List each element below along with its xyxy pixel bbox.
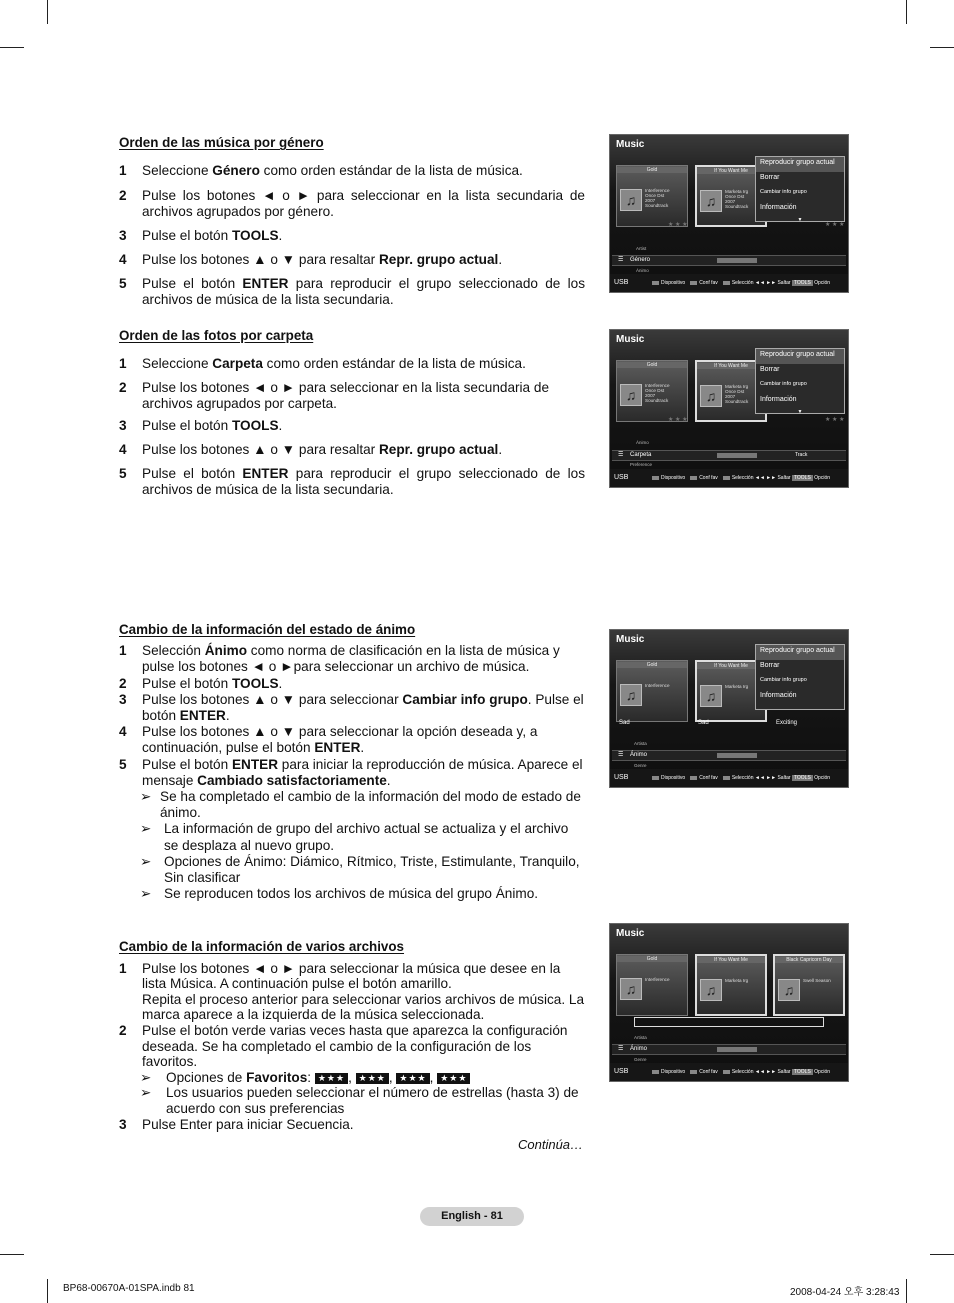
page-number: English - 81 — [420, 1207, 524, 1226]
music-card-selected: If You Want Me ♫ Marketa Irg — [695, 660, 767, 722]
music-card: Gold ♫ Interference Once Dst 2007 Soundtrack — [616, 360, 688, 422]
print-date: 2008-04-24 오후 3:28:43 — [790, 1287, 900, 1298]
music-card: Gold ♫ Interference — [616, 954, 688, 1016]
section-heading: Orden de las música por género — [119, 135, 324, 150]
music-card-selected: If You Want Me ♫ Marketa Irg — [695, 954, 767, 1016]
note: ➢ Opciones de Favoritos: ★★★ , ★★★ , ★★★ , ★★★ — [119, 1070, 585, 1086]
step: 4 Pulse los botones ▲ o ▼ para seleccionar la opción deseada y, a continuación, pulse el botón ENTER. — [119, 724, 538, 756]
music-note-icon: ♫ — [620, 384, 642, 406]
crop-mark — [906, 1279, 907, 1303]
music-note-icon: ♫ — [620, 189, 642, 211]
section-folder-order — [119, 328, 585, 498]
step: 2 Pulse los botones ◄ o ► para seleccionar en la lista secundaria de archivos agrupados por carpeta. — [119, 380, 550, 412]
note: ➢ Se reproducen todos los archivos de música del grupo Ánimo. — [140, 886, 539, 902]
step: 3 Pulse Enter para iniciar Secuencia. — [119, 1116, 354, 1132]
step: 4 Pulse los botones ▲ o ▼ para resaltar Repr. grupo actual. — [119, 251, 503, 267]
step: 1 Seleccione Carpeta como orden estándar de la lista de música. — [119, 355, 526, 371]
step: 4 Pulse los botones ▲ o ▼ para resaltar Repr. grupo actual. — [119, 441, 503, 457]
note: ➢ Los usuarios pueden seleccionar el número de estrellas (hasta 3) de acuerdo con sus preferencias — [140, 1085, 579, 1116]
sort-bar: ☰ Carpeta Track — [612, 450, 846, 461]
section-genre-order — [119, 135, 585, 308]
section-mood-info — [119, 622, 585, 902]
step: 2 Pulse el botón verde varias veces hasta que aparezca la configuración deseada. Se ha completado el cambio de la configuración de los favoritos. — [119, 1022, 568, 1070]
crop-mark — [930, 47, 954, 48]
step: 1 Pulse los botones ◄ o ► para seleccionar la música que desee en la lista Música. A continuación pulse el botón amarillo. Repita el proceso anterior para seleccionar varios archivos de música. La marca aparece a la izquierda de la música seleccionada. — [119, 960, 585, 1023]
music-note-icon: ♫ — [700, 685, 722, 707]
music-note-icon: ♫ — [620, 684, 642, 706]
crop-mark — [930, 1254, 954, 1255]
note: ➢ Se ha completado el cambio de la información del modo de estado de ánimo. — [140, 789, 581, 821]
music-note-icon: ♫ — [778, 979, 800, 1001]
music-note-icon: ♫ — [700, 190, 722, 212]
music-card: Gold ♫ Interference — [616, 660, 688, 722]
tools-popup-menu: Reproducir grupo actual Borrar Cambiar info grupo Información — [755, 644, 845, 710]
music-card-selected: If You Want Me ♫ Marketa Irg Once Dst 2007 Soundtrack — [695, 165, 767, 227]
footer-bar: USB Dispositivo Conf fav Selección ◄◄ ►► Saltar TOOLS Opción — [610, 1063, 848, 1081]
section-multi-file-info — [119, 939, 585, 1132]
music-card-selected: If You Want Me ♫ Marketa Irg Once Dst 2007 Soundtrack — [695, 360, 767, 422]
note: ➢ Opciones de Ánimo: Diámico, Rítmico, Triste, Estimulante, Tranquilo, Sin clasificar — [140, 853, 580, 886]
tools-popup-menu: Reproducir grupo actual Borrar Cambiar info grupo Información ▼ — [755, 348, 845, 414]
crop-mark — [906, 0, 907, 24]
step: 3 Pulse el botón TOOLS. — [119, 417, 283, 433]
sort-bar: ☰ Ánimo — [612, 750, 846, 761]
file-info: BP68-00670A-01SPA.indb 81 — [63, 1283, 195, 1294]
footer-bar: USB Dispositivo Conf fav Selección ◄◄ ►► Saltar TOOLS Opción — [610, 769, 848, 787]
tv-screenshot-folder: Music Gold ♫ Interference Once Dst 2007 Soundtrack If You Want Me ♫ Marketa Irg Once Dst 2007 Soundtrack Reproducir grupo actual Borrar Cambiar info grupo Información ▼ ★ ★ ★ ★ ★ ★ Ánimo ☰ Carpeta Track Preference USB Dispositivo Conf fav Selección ◄◄ ►► Saltar TOOLS Opción — [609, 329, 849, 488]
music-note-icon: ♫ — [620, 978, 642, 1000]
music-card: Gold ♫ Interference Once Dst 2007 Soundtrack — [616, 165, 688, 227]
section-heading: Cambio de la información del estado de ánimo — [119, 622, 416, 637]
section-heading: Orden de las fotos por carpeta — [119, 328, 314, 343]
arrow-down-icon: ▼ — [797, 409, 803, 415]
step: 5 Pulse el botón ENTER para reproducir el grupo seleccionado de los archivos de música de la lista secundaria. — [119, 466, 585, 497]
sort-bar: ☰ Ánimo — [612, 1044, 846, 1055]
section-heading: Cambio de la información de varios archivos — [119, 939, 405, 954]
continued-label: Continúa… — [518, 1137, 584, 1152]
tv-screenshot-genre: Music Gold ♫ Interference Once Dst 2007 Soundtrack If You Want Me ♫ Marketa Irg Once Dst 2007 Soundtrack Reproducir grupo actual Borrar Cambiar info grupo Información ▼ ★ ★ ★ ★ ★ ★ Artist ☰ Género Ánimo USB Dispositivo Conf fav Selección ◄◄ ►► Saltar TOOLS Opción — [609, 134, 849, 293]
footer-bar: USB Dispositivo Conf fav Selección ◄◄ ►► Saltar TOOLS Opción — [610, 274, 848, 292]
selection-frame — [634, 1017, 824, 1027]
star-rating-icon: ★★★ — [315, 1073, 348, 1084]
tv-screenshot-mood: Music Gold ♫ Interference If You Want Me ♫ Marketa Irg Reproducir grupo actual Borrar Cambiar info grupo Información Sad Sad Exciting Artista ☰ Ánimo Genre USB Dispositivo Conf fav Selección ◄◄ ►► Saltar TOOLS Opción — [609, 629, 849, 788]
crop-mark — [0, 1254, 24, 1255]
arrow-down-icon: ▼ — [797, 217, 803, 223]
step: 5 Pulse el botón ENTER para reproducir el grupo seleccionado de los archivos de música de la lista secundaria. — [119, 276, 585, 307]
music-note-icon: ♫ — [700, 979, 722, 1001]
music-note-icon: ♫ — [700, 385, 722, 407]
crop-mark — [0, 47, 24, 48]
tv-screenshot-multi: Music Gold ♫ Interference If You Want Me ♫ Marketa Irg Black Capricorn Day ♫ Swell Season Artista ☰ Ánimo Genre USB Dispositivo Conf fav Selección ◄◄ ►► Saltar TOOLS Opción — [609, 923, 849, 1082]
step: 1 Seleccione Género como orden estándar de la lista de música. — [119, 162, 523, 178]
tools-popup-menu: Reproducir grupo actual Borrar Cambiar info grupo Información ▼ — [755, 156, 845, 222]
star-rating-icon: ★★★ — [356, 1073, 389, 1084]
step: 1 Selección Ánimo como norma de clasificación en la lista de música y pulse los botones ◄ o ►para seleccionar un archivo de música. — [119, 643, 560, 675]
crop-mark — [47, 1279, 48, 1303]
step: 3 Pulse los botones ▲ o ▼ para seleccionar Cambiar info grupo. Pulse el botón ENTER. — [119, 691, 584, 724]
step: 5 Pulse el botón ENTER para iniciar la reproducción de música. Aparece el mensaje Cambiado satisfactoriamente. — [119, 756, 583, 788]
sort-bar: ☰ Género — [612, 255, 846, 266]
crop-mark — [47, 0, 48, 24]
step: 3 Pulse el botón TOOLS. — [119, 227, 283, 243]
footer-bar: USB Dispositivo Conf fav Selección ◄◄ ►► Saltar TOOLS Opción — [610, 469, 848, 487]
note: ➢ La información de grupo del archivo actual se actualiza y el archivo se desplaza al nuevo grupo. — [140, 821, 569, 853]
star-rating-icon: ★★★ — [437, 1073, 470, 1084]
star-rating-icon: ★★★ — [396, 1073, 429, 1084]
step: 2 Pulse los botones ◄ o ► para seleccionar en la lista secundaria de archivos agrupados por género. — [119, 188, 585, 220]
music-card-selected: Black Capricorn Day ♫ Swell Season — [773, 954, 845, 1016]
step: 2 Pulse el botón TOOLS. — [119, 675, 283, 691]
